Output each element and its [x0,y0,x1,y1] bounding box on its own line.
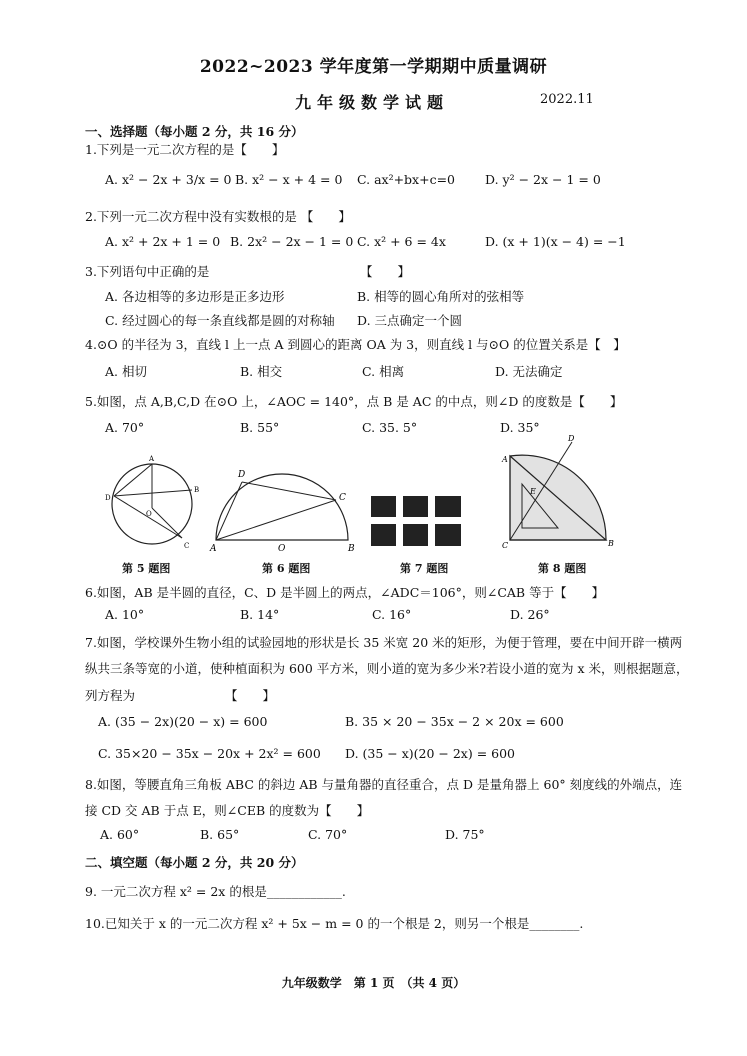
figure-caption-6: 第 6 题图 [262,562,311,575]
q2-option-d: D. (x + 1)(x − 4) = −1 [485,234,626,249]
svg-text:D: D [105,494,111,502]
q1-option-b: B. x² − x + 4 = 0 [235,172,343,187]
svg-text:E: E [530,487,536,496]
q4-option-b: B. 相交 [240,364,283,379]
q9: 9. 一元二次方程 x² = 2x 的根是____________. [85,884,346,899]
q7-option-a: A. (35 − 2x)(20 − x) = 600 [98,714,268,729]
q4-option-a: A. 相切 [105,364,147,379]
q8-option-c: C. 70° [308,827,348,842]
q10: 10.已知关于 x 的一元二次方程 x² + 5x − m = 0 的一个根是 2，则另一个根是________. [85,916,584,931]
svg-text:B: B [348,544,355,552]
q3-stem: 3.下列语句中正确的是 [85,264,210,279]
q7-line-1: 7.如图，学校课外生物小组的试验园地的形状是长 35 米宽 20 米的矩形，为便于管理，要在中间开辟一横两 [85,635,683,650]
q2-option-a: A. x² + 2x + 1 = 0 [105,234,221,249]
svg-text:O: O [278,544,286,552]
q3-bracket: 【 】 [360,264,411,279]
q3-option-d: D. 三点确定一个圆 [357,313,463,328]
q5-option-c: C. 35. 5° [362,420,418,435]
section-heading-fill: 二、填空题（每小题 2 分，共 20 分） [85,855,304,870]
q3-option-b: B. 相等的圆心角所对的弦相等 [357,289,525,304]
q8-option-a: A. 60° [100,827,140,842]
q4-option-d: D. 无法确定 [495,364,563,379]
q7-option-c: C. 35×20 − 35x − 20x + 2x² = 600 [98,746,321,761]
q7-bracket: 【 】 [225,688,276,703]
page-footer: 九年级数学 第 1 页 （共 4 页） [281,976,466,990]
q5-option-a: A. 70° [105,420,145,435]
svg-text:C: C [184,542,190,550]
q2-option-c: C. x² + 6 = 4x [357,234,446,249]
figure-caption-8: 第 8 题图 [538,562,587,575]
svg-text:B: B [194,486,200,494]
svg-text:A: A [502,455,508,464]
q6-option-b: B. 14° [240,607,280,622]
q7-line-2: 纵共三条等宽的小道，使种植面积为 600 平方米，则小道的宽为多少米?若设小道的宽为 x 米，则根据题意， [85,661,689,676]
q8-line-1: 8.如图，等腰直角三角板 ABC 的斜边 AB 与量角器的直径重合，点 D 是量角器上 60° 刻度线的外端点，连 [85,777,683,792]
q1-option-d: D. y² − 2x − 1 = 0 [485,172,601,187]
q6-stem: 6.如图，AB 是半圆的直径，C、D 是半圆上的两点，∠ADC＝106°，则∠CAB 等于【 】 [85,585,605,600]
svg-text:B: B [608,539,614,548]
q7-option-b: B. 35 × 20 − 35x − 2 × 20x = 600 [345,714,564,729]
svg-text:C: C [339,493,346,503]
q8-option-d: D. 75° [445,827,485,842]
figure-q8-protractor [498,432,628,550]
svg-text:A: A [210,544,217,552]
q5-stem: 5.如图，点 A,B,C,D 在⊙O 上，∠AOC = 140°，点 B 是 AC 的中点，则∠D 的度数是【 】 [85,394,623,409]
figure-q7-garden [370,495,462,547]
q3-option-c: C. 经过圆心的每一条直线都是圆的对称轴 [105,313,335,328]
svg-text:C: C [502,541,509,550]
q5-option-b: B. 55° [240,420,280,435]
q4-stem: 4.⊙O 的半径为 3，直线 l 上一点 A 到圆心的距离 OA 为 3，则直线 l 与⊙O 的位置关系是【 】 [85,337,626,352]
q8-line-2: 接 CD 交 AB 于点 E，则∠CEB 的度数为【 】 [85,803,370,818]
svg-text:A: A [149,455,155,463]
q2-stem: 2.下列一元二次方程中没有实数根的是 【 】 [85,209,351,224]
q1-option-a: A. x² − 2x + 3/x = 0 [105,172,232,187]
q1-option-c: C. ax²+bx+c=0 [357,172,456,187]
figure-caption-7: 第 7 题图 [400,562,449,575]
q4-option-c: C. 相离 [362,364,405,379]
exam-title: 2022~2023 学年度第一学期期中质量调研 [199,57,548,77]
q7-line-3: 列方程为 [85,688,136,703]
svg-text:D: D [238,470,246,480]
q6-option-d: D. 26° [510,607,550,622]
q2-option-b: B. 2x² − 2x − 1 = 0 [230,234,354,249]
q6-option-a: A. 10° [105,607,145,622]
q3-option-a: A. 各边相等的多边形是正多边形 [105,289,285,304]
exam-date: 2022.11 [540,92,594,107]
figure-q5-circle [100,452,210,557]
svg-text:O: O [146,510,152,518]
q7-option-d: D. (35 − x)(20 − 2x) = 600 [345,746,516,761]
exam-subtitle: 九年级数学试题 [295,93,450,112]
q8-option-b: B. 65° [200,827,240,842]
q1-stem: 1.下列是一元二次方程的是【 】 [85,142,285,157]
section-heading-choice: 一、选择题（每小题 2 分，共 16 分） [85,124,304,139]
q6-option-c: C. 16° [372,607,412,622]
figure-q6-semicircle [208,462,358,552]
svg-text:D: D [568,434,575,443]
q5-option-d: D. 35° [500,420,540,435]
figure-caption-5: 第 5 题图 [122,562,171,575]
